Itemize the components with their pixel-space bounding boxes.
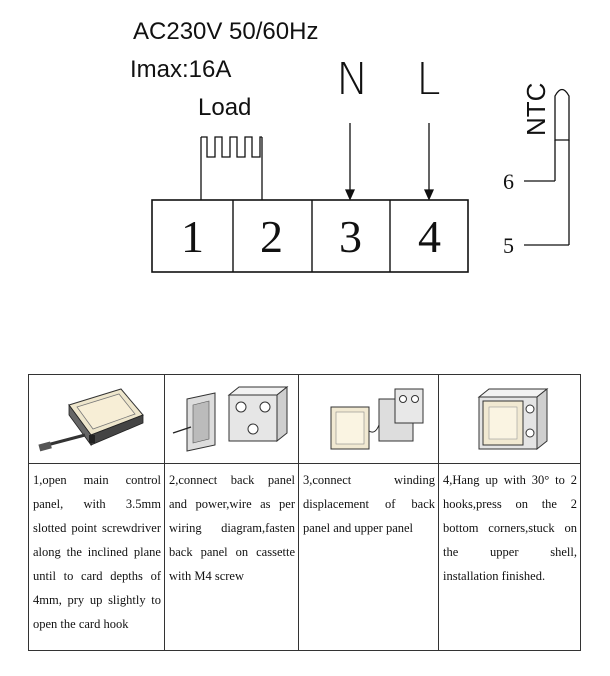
back-panel-cassette-icon (165, 375, 297, 463)
load-label: Load (198, 94, 252, 121)
live-label: L (416, 54, 441, 105)
terminal-2: 2 (260, 211, 283, 262)
step-3-text-cell (299, 464, 439, 651)
live-arrow (425, 123, 433, 199)
step-3-image-cell (299, 375, 439, 464)
current-rating: Imax:16A (130, 56, 232, 83)
terminal-4: 4 (418, 211, 441, 262)
load-heater-icon (201, 137, 262, 200)
step-4-image-cell (439, 375, 581, 464)
step-1-text: 1,open main control panel, with 3.5mm slotted point screwdriver along the inclined plane until to card depths of 4mm, pry up slightly to open the card hook (33, 473, 161, 631)
neutral-label: N (336, 54, 369, 105)
step-2-text: 2,connect back panel and power,wire as per wiring diagram,fasten back panel on cassette with M4 screw (169, 473, 295, 583)
step-1-image-cell (29, 375, 165, 464)
sensor-terminal-6: 6 (503, 169, 514, 194)
panel-screwdriver-icon (29, 375, 163, 463)
step-text-row (29, 464, 581, 651)
panel-connection-icon (299, 375, 437, 463)
step-images-row (29, 375, 581, 464)
step-3-text: 3,connect winding displacement of back panel and upper panel (303, 473, 435, 535)
step-1-text-cell (29, 464, 165, 651)
terminal-3: 3 (339, 211, 362, 262)
installed-panel-icon (439, 375, 579, 463)
step-2-text-cell (165, 464, 299, 651)
terminal-1: 1 (181, 211, 204, 262)
neutral-arrow (346, 123, 354, 199)
supply-rating: AC230V 50/60Hz (133, 18, 319, 45)
ntc-label: NTC (521, 82, 551, 136)
step-2-image-cell (165, 375, 299, 464)
step-4-text: 4,Hang up with 30° to 2 hooks,press on the 2 bottom corners,stuck on the upper shell, installation finished. (443, 473, 577, 583)
installation-steps-table (28, 374, 581, 651)
step-4-text-cell (439, 464, 581, 651)
sensor-terminal-5: 5 (503, 233, 514, 258)
